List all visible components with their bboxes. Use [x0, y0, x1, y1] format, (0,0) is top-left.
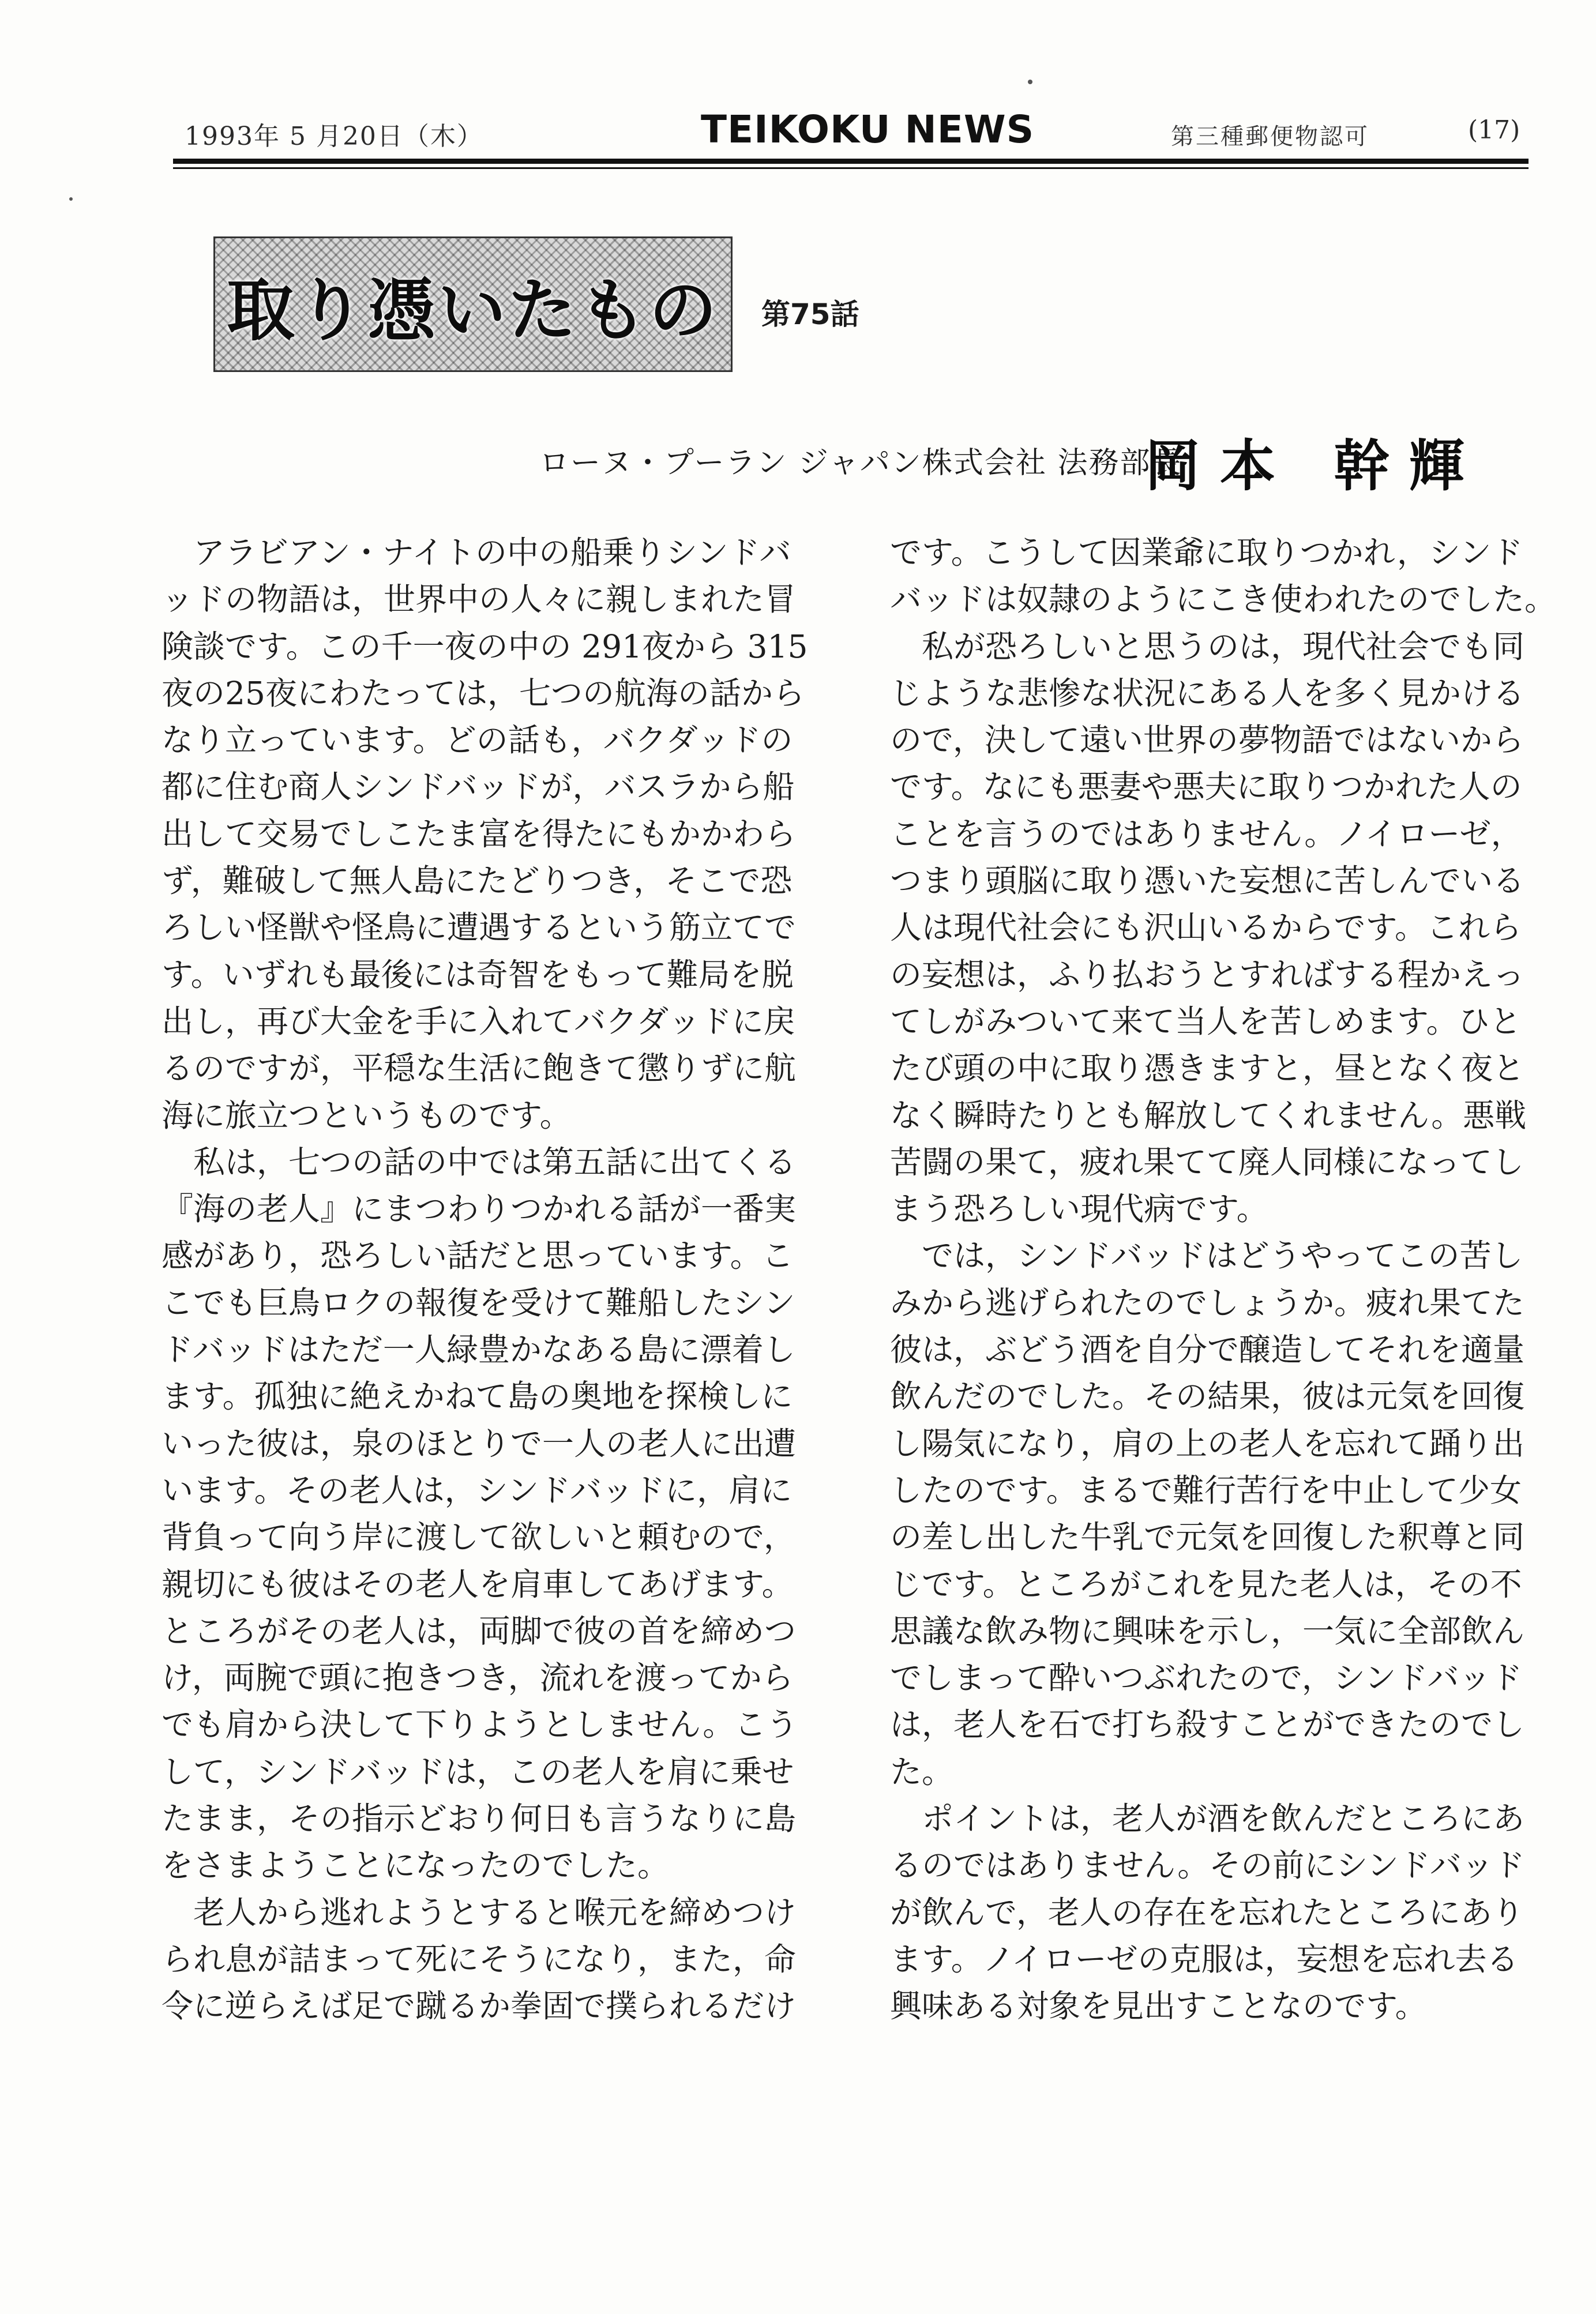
text-line: バッドは奴隷のようにこき使われたのでした。 [890, 581, 1557, 618]
text-line: つまり頭脳に取り憑いた妄想に苦しんでいる [890, 862, 1525, 900]
text-line: じような悲惨な状況にある人を多く見かける [890, 674, 1525, 712]
text-line: ポイントは，老人が酒を飲んだところにあ [922, 1800, 1525, 1838]
postal-permit: 第三種郵便物認可 [1171, 123, 1369, 150]
text-line: して，シンドバッドは，この老人を肩に乗せ [162, 1753, 794, 1790]
text-line: 老人から逃れようとすると喉元を締めつけ [193, 1894, 797, 1931]
newsletter-masthead: TEIKOKU NEWS [701, 107, 1035, 152]
text-line: 出して交易でしこたま富を得たにもかかわら [162, 815, 797, 852]
text-line: こでも巨鳥ロクの報復を受けて難船したシン [162, 1284, 795, 1321]
text-line: をさまようことになったのでした。 [162, 1847, 670, 1884]
text-line: ドバッドはただ一人緑豊かなある島に漂着し [162, 1331, 795, 1369]
text-line: 『海の老人』にまつわりつかれる話が一番実 [162, 1190, 797, 1228]
text-line: です。なにも悪妻や悪夫に取りつかれた人の [890, 768, 1522, 806]
text-line: が飲んで，老人の存在を忘れたところにあり [890, 1894, 1524, 1931]
scan-speck [69, 197, 73, 201]
text-line: 海に旅立つというものです。 [162, 1096, 572, 1134]
text-line: アラビアン・ナイトの中の船乗りシンドバ [193, 534, 791, 571]
text-line: じです。ところがこれを見た老人は，その不 [890, 1565, 1522, 1603]
text-line: し陽気になり，肩の上の老人を忘れて踊り出 [890, 1425, 1525, 1462]
text-line: 人は現代社会にも沢山いるからです。これら [890, 909, 1522, 946]
text-line: 思議な飲み物に興味を示し，一気に全部飲ん [890, 1612, 1525, 1650]
body-column-right [890, 529, 1557, 2030]
body-column-left [162, 529, 808, 2030]
text-line: 私が恐ろしいと思うのは，現代社会でも同 [922, 628, 1525, 665]
author-affiliation: ローヌ・プーラン ジャパン株式会社 法務部長 [539, 446, 1182, 480]
text-line: るのではありません。その前にシンドバッド [890, 1847, 1525, 1884]
text-line: ことを言うのではありません。ノイローゼ， [890, 815, 1523, 852]
text-line: の妄想は，ふり払おうとすればする程かえっ [890, 956, 1525, 993]
text-line: 苦闘の果て，疲れ果てて廃人同様になってし [890, 1143, 1524, 1181]
text-line: います。その老人は，シンドバッドに，肩に [162, 1471, 793, 1509]
text-line: 親切にも彼はその老人を肩車してあげます。 [162, 1565, 794, 1603]
text-line: たび頭の中に取り憑きますと，昼となく夜と [890, 1050, 1525, 1087]
header-rule [173, 159, 1529, 164]
text-line: 出し，再び大金を手に入れてバクダッドに戻 [162, 1002, 795, 1040]
text-line: られ息が詰まって死にそうになり，また，命 [162, 1940, 797, 1978]
text-line: た。 [890, 1753, 954, 1790]
text-line: ます。孤独に絶えかねて島の奥地を探検しに [162, 1378, 793, 1415]
text-line: 私は，七つの話の中では第五話に出てくる [193, 1143, 797, 1181]
article-title: 取り憑いたもの [226, 270, 719, 350]
text-line: ます。ノイローゼの克服は，妄想を忘れ去る [890, 1940, 1519, 1978]
text-line: 背負って向う岸に渡して欲しいと頼むので， [162, 1519, 795, 1556]
text-line: たまま，その指示どおり何日も言うなりに島 [162, 1800, 797, 1838]
text-line: ず，難破して無人島にたどりつき，そこで恐 [162, 862, 793, 900]
text-line: ろしい怪獣や怪鳥に遭遇するという筋立てで [162, 909, 797, 946]
text-line: 都に住む商人シンドバッドが，バスラから船 [162, 768, 795, 806]
header-rule-thin [173, 167, 1529, 169]
text-line: す。いずれも最後には奇智をもって難局を脱 [162, 956, 794, 993]
text-line: 険談です。この千一夜の中の 291夜から 315 [162, 628, 808, 665]
text-line: ッドの物語は，世界中の人々に親しまれた冒 [162, 581, 797, 618]
text-line: 夜の25夜にわたっては，七つの航海の話から [162, 674, 805, 712]
issue-date: 1993年 5 月20日（木） [185, 122, 483, 151]
text-line: いった彼は，泉のほとりで一人の老人に出遭 [162, 1425, 797, 1462]
text-line: では，シンドバッドはどうやってこの苦し [922, 1237, 1523, 1275]
text-line: なく瞬時たりとも解放してくれません。悪戦 [890, 1096, 1527, 1134]
title-panel [213, 236, 733, 372]
text-line: け，両腕で頭に抱きつき，流れを渡ってから [162, 1659, 794, 1697]
text-line: ところがその老人は，両脚で彼の首を締めつ [162, 1612, 797, 1650]
text-line: 令に逆らえば足で蹴るか拳固で撲られるだけ [162, 1988, 797, 2025]
text-line: まう恐ろしい現代病です。 [890, 1190, 1268, 1228]
text-line: なり立っています。どの話も，バクダッドの [162, 722, 793, 759]
text-line: 彼は，ぶどう酒を自分で醸造してそれを適量 [890, 1331, 1525, 1369]
text-line: てしがみついて来て当人を苦しめます。ひと [890, 1002, 1522, 1040]
scan-speck [1028, 80, 1032, 84]
text-line: です。こうして因業爺に取りつかれ，シンド [890, 534, 1523, 571]
text-line: 飲んだのでした。その結果，彼は元気を回復 [890, 1378, 1525, 1415]
text-line: でしまって酔いつぶれたので，シンドバッド [890, 1659, 1523, 1697]
text-line: 興味ある対象を見出すことなのです。 [890, 1988, 1427, 2025]
text-line: したのです。まるで難行苦行を中止して少女 [890, 1471, 1522, 1509]
page-number: (17) [1468, 115, 1520, 145]
text-line: ので，決して遠い世界の夢物語ではないから [890, 722, 1524, 759]
text-line: るのですが，平穏な生活に飽きて懲りずに航 [162, 1050, 797, 1087]
text-line: みから逃げられたのでしょうか。疲れ果てた [890, 1284, 1525, 1321]
text-line: 感があり，恐ろしい話だと思っています。こ [162, 1237, 794, 1275]
episode-number: 第75話 [761, 298, 859, 331]
text-line: でも肩から決して下りようとしません。こう [162, 1706, 798, 1744]
text-line: は，老人を石で打ち殺すことができたのでし [890, 1706, 1525, 1744]
text-line: の差し出した牛乳で元気を回復した釈尊と同 [890, 1519, 1525, 1556]
author-name: 岡本 幹輝 [1145, 434, 1484, 498]
